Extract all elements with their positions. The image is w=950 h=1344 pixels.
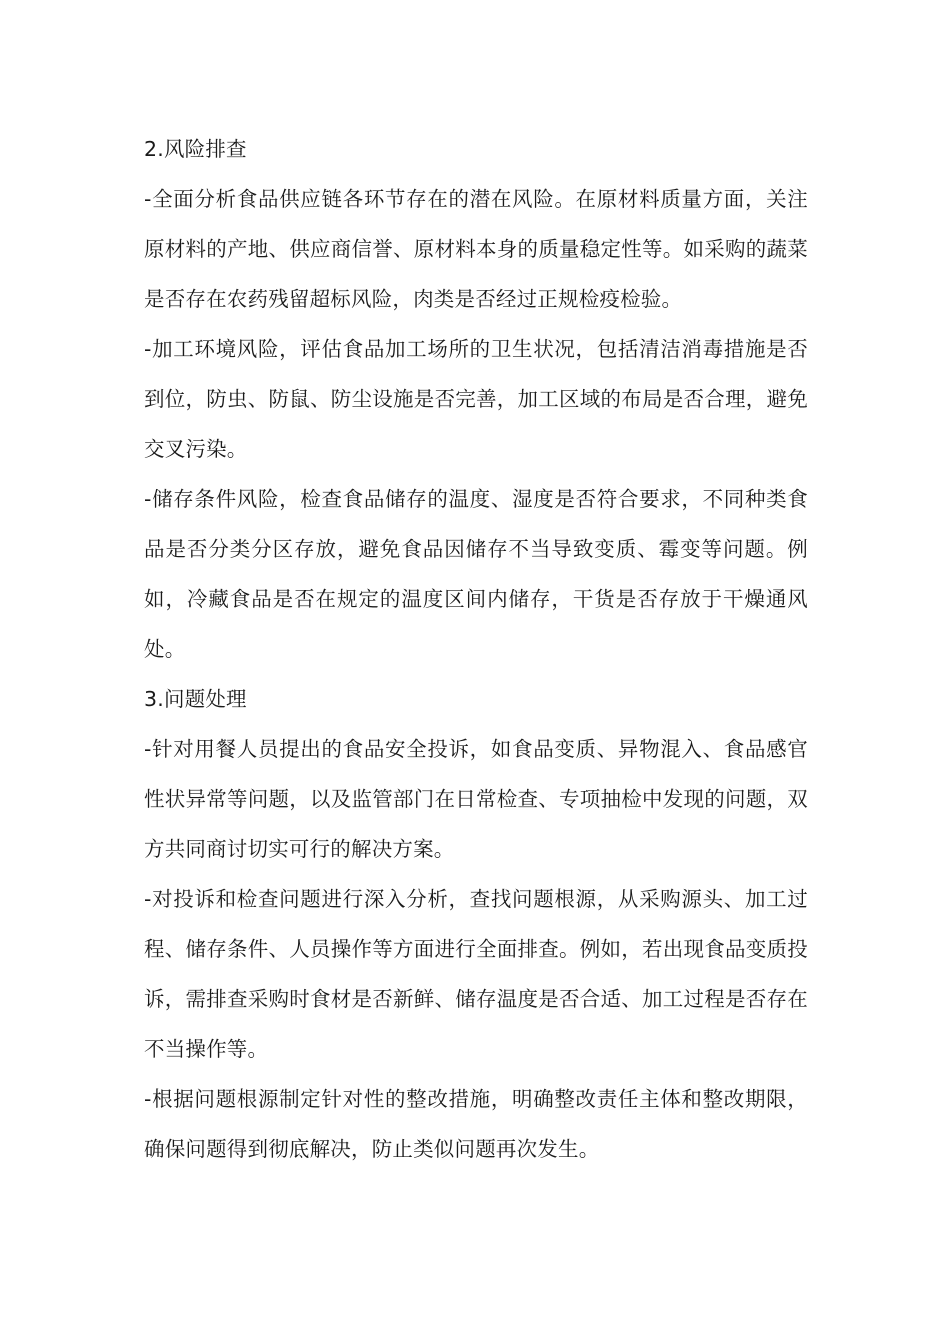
paragraph-processing-environment-risk: -加工环境风险，评估食品加工场所的卫生状况，包括清洁消毒措施是否到位，防虫、防鼠、防尘设施是否完善，加工区域的布局是否合理，避免交叉污染。 (144, 337, 808, 461)
paragraph-root-cause-analysis: -对投诉和检查问题进行深入分析，查找问题根源，从采购源头、加工过程、储存条件、人员操作等方面进行全面排查。例如，若出现食品变质投诉，需排查采购时食材是否新鲜、储存温度是否合适、加工过程是否存在不当操作等。 (144, 887, 808, 1061)
section-heading-issue-handling: 3.问题处理 (144, 687, 247, 711)
paragraph-corrective-measures: -根据问题根源制定针对性的整改措施，明确整改责任主体和整改期限，确保问题得到彻底解决，防止类似问题再次发生。 (144, 1087, 808, 1161)
paragraph-supply-chain-risk: -全面分析食品供应链各环节存在的潜在风险。在原材料质量方面，关注原材料的产地、供应商信誉、原材料本身的质量稳定性等。如采购的蔬菜是否存在农药残留超标风险，肉类是否经过正规检疫检验。 (144, 187, 808, 311)
paragraph-storage-risk: -储存条件风险，检查食品储存的温度、湿度是否符合要求，不同种类食品是否分类分区存放，避免食品因储存不当导致变质、霉变等问题。例如，冷藏食品是否在规定的温度区间内储存，干货是否存放于干燥通风处。 (144, 487, 808, 661)
document-body (144, 124, 808, 1174)
section-heading-risk-check: 2.风险排查 (144, 137, 247, 161)
paragraph-complaint-handling: -针对用餐人员提出的食品安全投诉，如食品变质、异物混入、食品感官性状异常等问题，以及监管部门在日常检查、专项抽检中发现的问题，双方共同商讨切实可行的解决方案。 (144, 737, 808, 861)
